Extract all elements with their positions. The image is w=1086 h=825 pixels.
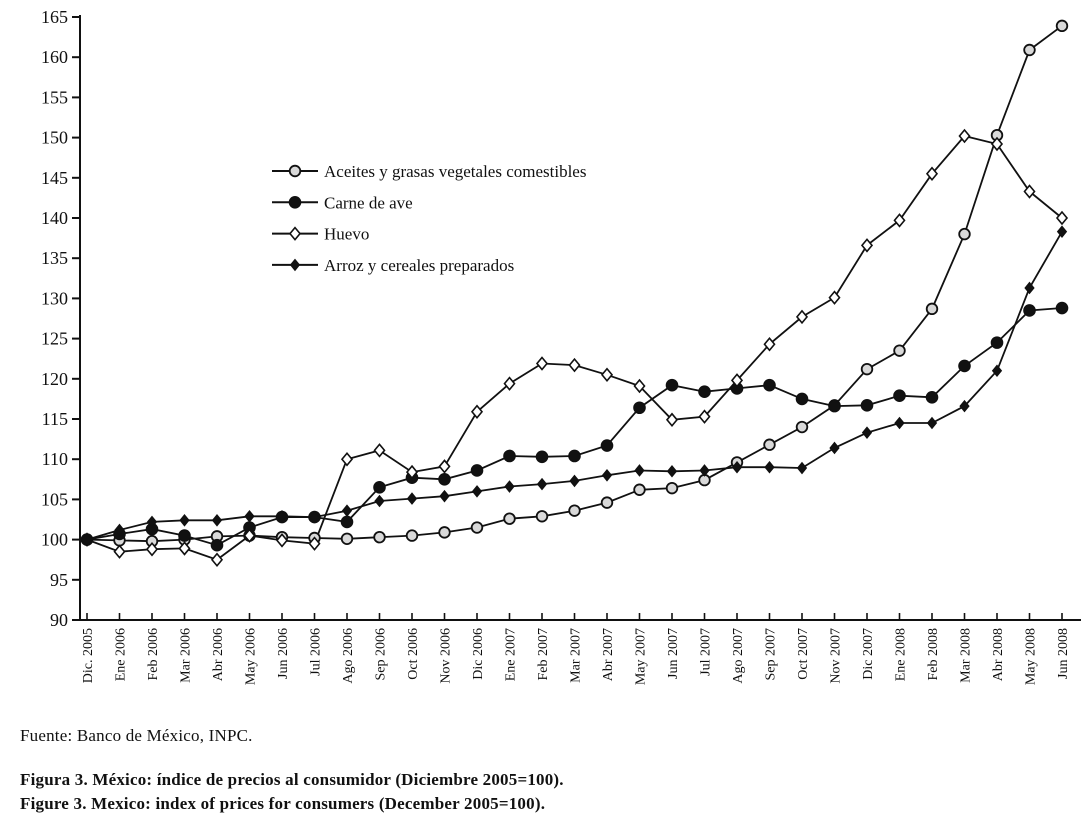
filled-circle-marker [959,360,971,372]
x-tick-label: Feb 2008 [926,628,941,681]
open-diamond-marker [570,359,580,371]
y-tick-label: 120 [41,368,68,389]
filled-diamond-marker [440,491,449,502]
filled-circle-marker [829,400,841,412]
filled-diamond-marker [668,466,677,477]
open-diamond-marker [290,228,300,240]
open-circle-marker [797,422,808,433]
x-tick-label: Nov 2006 [438,628,454,684]
x-tick-label: Oct 2006 [406,628,421,680]
x-tick-label: Oct 2007 [796,628,811,680]
filled-circle-marker [666,379,678,391]
x-tick-label: Mar 2007 [568,628,584,683]
filled-diamond-marker [375,496,384,507]
open-circle-marker [602,497,613,508]
filled-circle-marker [374,482,386,494]
filled-diamond-marker [408,493,417,504]
open-diamond-marker [375,444,385,456]
y-tick-label: 95 [50,569,68,590]
legend-label: Arroz y cereales preparados [324,255,515,275]
open-circle-marker [472,522,483,533]
open-circle-marker [634,484,645,495]
series-huevo-markers [82,130,1067,566]
open-diamond-marker [537,358,547,370]
filled-circle-marker [179,530,191,542]
x-tick-label: Mar 2008 [958,628,974,683]
filled-circle-marker [991,337,1003,349]
filled-circle-marker [926,391,938,403]
filled-circle-marker [634,402,646,414]
open-circle-marker [290,166,301,177]
x-tick-label: Ene 2006 [113,628,129,682]
x-tick-label: Sep 2007 [763,628,779,681]
y-tick-label: 160 [41,47,68,68]
y-tick-label: 130 [41,288,68,309]
axes [41,7,1081,685]
open-circle-marker [439,527,450,538]
open-circle-marker [537,511,548,522]
x-tick-label: Dic 2006 [471,628,486,680]
x-tick-label: Ene 2007 [503,628,519,682]
filled-diamond-marker [863,427,872,438]
open-diamond-marker [115,546,125,558]
x-tick-label: Dic. 2005 [81,628,96,684]
open-circle-marker [959,229,970,240]
x-tick-label: Abr 2007 [601,628,616,682]
filled-diamond-marker [343,505,352,516]
x-tick-label: Jun 2008 [1056,628,1071,679]
open-circle-marker [504,513,515,524]
open-diamond-marker [602,369,612,381]
open-diamond-marker [212,554,222,566]
x-tick-label: Sep 2006 [373,628,389,681]
legend-label: Carne de ave [324,193,413,213]
y-tick-label: 155 [41,87,68,108]
filled-diamond-marker [213,515,222,526]
x-tick-label: Jul 2007 [698,628,714,676]
x-tick-label: Ene 2008 [893,628,909,682]
series-huevo-line [87,136,1062,560]
open-circle-marker [342,533,353,544]
filled-circle-marker [601,440,613,452]
series-arroz-line [87,232,1062,540]
filled-diamond-marker [570,475,579,486]
y-tick-label: 115 [41,409,68,429]
x-tick-label: Abr 2008 [991,628,1006,682]
x-tick-label: May 2008 [1023,628,1039,686]
series-aceites-markers [82,21,1068,547]
open-circle-marker [894,345,905,356]
open-circle-marker [667,483,678,494]
legend-label: Huevo [324,224,370,244]
open-circle-marker [407,530,418,541]
source-note: Fuente: Banco de México, INPC. [20,726,253,745]
series-aceites-line [87,26,1062,541]
legend-item-aceites [272,162,586,181]
filled-diamond-marker [635,465,644,476]
series-arroz-markers [83,226,1067,545]
filled-diamond-marker [700,465,709,476]
filled-circle-marker [894,390,906,402]
filled-circle-marker [764,379,776,391]
filled-circle-marker [471,465,483,477]
y-tick-label: 165 [41,7,68,27]
filled-diamond-marker [830,442,839,453]
filled-diamond-marker [928,418,937,429]
filled-diamond-marker [180,515,189,526]
x-tick-label: Mar 2006 [178,628,194,683]
open-circle-marker [374,532,385,543]
open-diamond-marker [797,311,807,323]
legend [272,162,586,275]
y-tick-label: 110 [41,449,68,470]
filled-circle-marker [569,450,581,462]
x-tick-label: Feb 2007 [536,628,551,681]
figure-caption-english: Figure 3. Mexico: index of prices for consumers (December 2005=100). [20,794,546,813]
filled-circle-marker [536,451,548,463]
filled-circle-marker [1024,305,1036,317]
y-tick-label: 150 [41,127,68,148]
x-tick-label: Abr 2006 [211,628,226,682]
filled-circle-marker [861,400,873,412]
open-diamond-marker [1057,212,1067,224]
filled-diamond-marker [505,481,514,492]
y-tick-label: 100 [41,529,68,550]
filled-circle-marker [796,393,808,405]
filled-circle-marker [289,197,301,209]
filled-diamond-marker [473,486,482,497]
legend-item-arroz [272,256,514,275]
y-tick-label: 135 [41,248,68,269]
legend-item-carne [272,193,413,212]
filled-circle-marker [504,450,516,462]
filled-diamond-marker [765,462,774,473]
x-tick-label: Ago 2007 [731,628,746,684]
open-diamond-marker [342,453,352,465]
y-tick-label: 140 [41,208,68,228]
y-tick-label: 145 [41,167,68,188]
filled-diamond-marker [798,463,807,474]
x-tick-label: Ago 2006 [341,628,356,684]
x-tick-label: Jun 2007 [666,628,681,679]
open-circle-marker [862,364,873,375]
x-tick-label: Jun 2006 [276,628,291,679]
filled-diamond-marker [538,479,547,490]
legend-item-huevo [272,225,369,244]
legend-label: Aceites y grasas vegetales comestibles [324,162,587,181]
x-tick-label: Jul 2006 [308,628,324,676]
x-tick-label: Dic 2007 [861,628,876,680]
x-tick-label: Feb 2006 [146,628,161,681]
open-circle-marker [764,439,775,450]
y-tick-label: 125 [41,328,68,349]
filled-diamond-marker [603,470,612,481]
y-tick-label: 90 [50,610,68,630]
x-tick-label: May 2006 [243,628,259,686]
filled-circle-marker [341,516,353,528]
open-circle-marker [569,505,580,516]
filled-circle-marker [439,474,451,486]
open-circle-marker [927,304,938,315]
filled-circle-marker [211,539,223,551]
x-tick-label: Nov 2007 [828,628,844,684]
open-circle-marker [1057,21,1068,32]
y-tick-label: 105 [41,489,68,510]
filled-diamond-marker [291,259,300,270]
filled-circle-marker [699,386,711,398]
x-tick-label: May 2007 [633,628,649,686]
filled-diamond-marker [895,418,904,429]
filled-circle-marker [1056,302,1068,314]
open-circle-marker [1024,45,1035,56]
figure-caption-spanish: Figura 3. México: índice de precios al consumidor (Diciembre 2005=100). [20,770,564,789]
filled-diamond-marker [245,511,254,522]
